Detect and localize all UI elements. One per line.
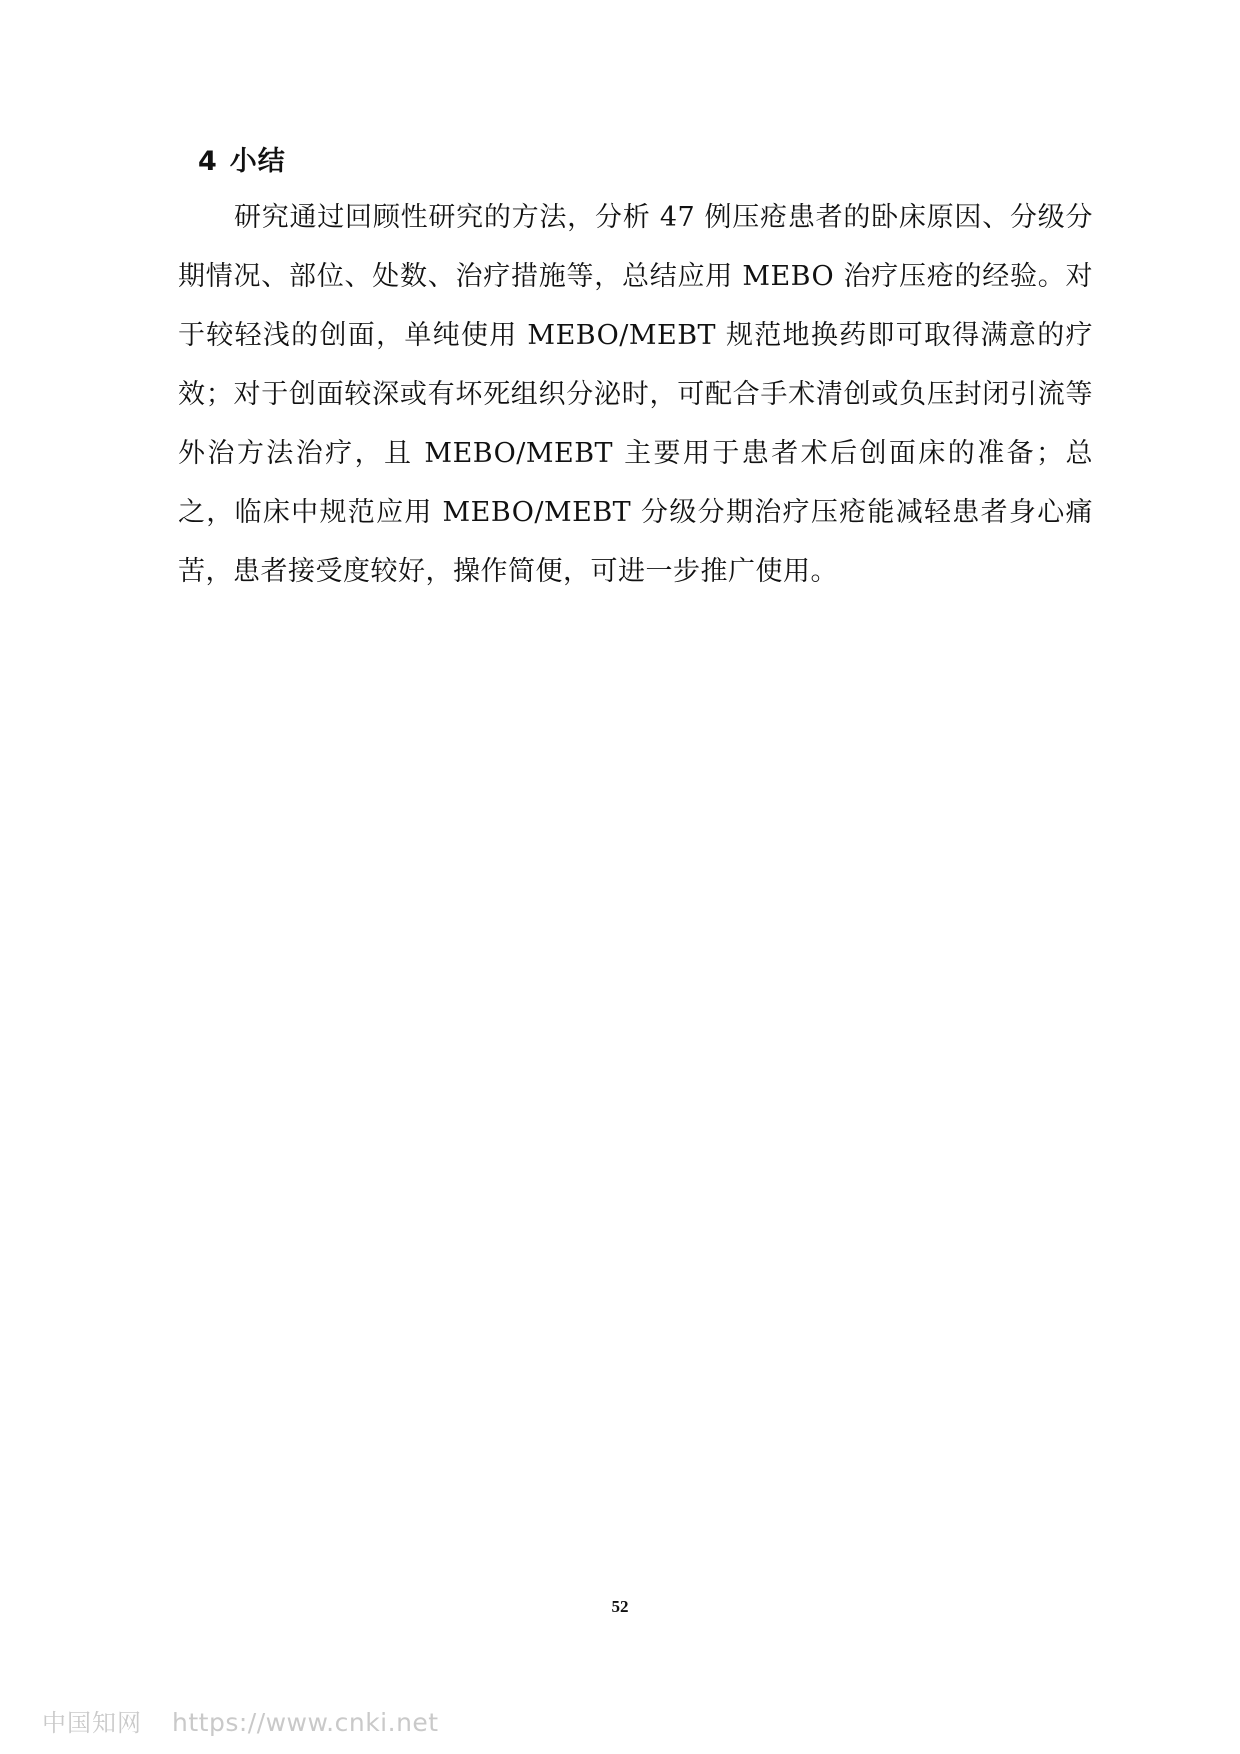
page-number: 52 <box>611 1597 629 1616</box>
section-title: 小结 <box>229 146 286 177</box>
section-heading <box>198 142 286 182</box>
body-paragraph: 研究通过回顾性研究的方法，分析 47 例压疮患者的卧床原因、分级分期情况、部位、处数、治疗措施等，总结应用 MEBO 治疗压疮的经验。对于较轻浅的创面，单纯使用 MEBO/MEBT 规范地换药即可取得满意的疗效；对于创面较深或有坏死组织分泌时，可配合手术清创或负压封闭引流等外治方法治疗，且 MEBO/MEBT 主要用于患者术后创面床的准备；总之，临床中规范应用 MEBO/MEBT 分级分期治疗压疮能减轻患者身心痛苦，患者接受度较好，操作简便，可进一步推广使用。 <box>178 202 1093 587</box>
watermark-url: https://www.cnki.net <box>172 1708 439 1737</box>
cnki-watermark <box>42 1703 439 1738</box>
section-number: 4 <box>198 146 218 177</box>
watermark-brand: 中国知网 <box>42 1709 142 1737</box>
